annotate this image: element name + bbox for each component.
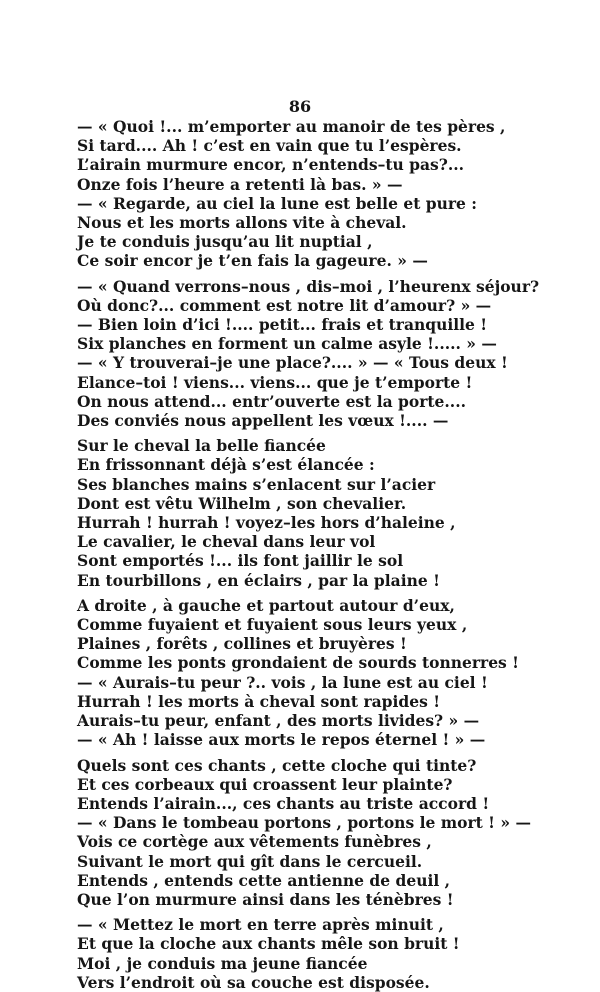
stanza [77,755,531,910]
verse-line: Six planches en forment un calme asyle !..... » — [77,334,497,354]
verse-line: Entends l’airain..., ces chants au triste accord ! [77,793,490,813]
verse-line: Hurrah ! les morts à cheval sont rapides ! [77,691,441,711]
verse-line: Des conviés nous appellent les vœux !.... — [77,411,449,431]
verse-line: L’airain murmure encor, n’entends–tu pas?... [77,155,465,175]
verse-line: — « Y trouverai–je une place?.... » — « Tous deux ! [77,353,508,373]
verse-line: Le cavalier, le cheval dans leur vol [77,532,376,552]
verse-line: En tourbillons , en éclairs , par la plaine ! [77,570,440,590]
verse-line: Nous et les morts allons vite à cheval. [77,213,407,233]
verse-line: — « Quoi !... m’emporter au manoir de tes pères , [77,117,506,136]
stanza [77,436,477,590]
verse-line: Ce soir encor je t’en fais la gageure. » — [77,251,428,271]
verse-line: Vois ce cortège aux vêtements funèbres , [77,832,432,852]
verse-line: Dont est vêtu Wilhelm , son chevalier. [77,493,407,513]
verse-line: — Bien loin d’ici !.... petit... frais et tranquille ! [77,315,488,335]
verse-line: Que l’on murmure ainsi dans les ténèbres ! [77,889,454,909]
verse-line: — « Quand verrons–nous , dis–moi , l’heurenx séjour? [77,276,540,296]
verse-line: Aurais–tu peur, enfant , des morts livides? » — [77,711,480,731]
verse-line: Suivant le mort qui gît dans le cercueil. [77,851,423,871]
verse-line: — « Ah ! laisse aux morts le repos éternel ! » — [77,730,486,750]
verse-line: Je te conduis jusqu’au lit nuptial , [77,232,373,252]
page-number: 86 [288,97,312,116]
verse-line: Comme fuyaient et fuyaient sous leurs yeux , [77,615,468,635]
verse-line: Entends , entends cette antienne de deuil , [77,870,451,890]
stanza [77,595,519,750]
verse-line: Où donc?... comment est notre lit d’amour? » — [77,295,492,315]
verse-line: On nous attend... entr’ouverte est la porte.... [77,391,466,411]
verse-line: Elance–toi ! viens... viens... que je t’emporte ! [77,372,473,392]
verse-line: En frissonnant déjà s’est élancée : [77,455,375,475]
verse-line: Plaines , forêts , collines et bruyères ! [77,634,407,654]
verse-line: — « Dans le tombeau portons , portons le mort ! » — [77,813,531,833]
verse-line: Hurrah ! hurrah ! voyez–les hors d’haleine , [77,513,456,533]
verse-line: Comme les ponts grondaient de sourds tonnerres ! [77,653,519,673]
verse-line: Et que la cloche aux chants mêle son bruit ! [77,934,460,954]
verse-line: Si tard.... Ah ! c’est en vain que tu l’espères. [77,136,462,156]
verse-line: Ses blanches mains s’enlacent sur l’acier [77,474,436,494]
poem-text [77,117,540,992]
verse-line: Et ces corbeaux qui croassent leur plainte? [77,774,453,794]
verse-line: Sur le cheval la belle fiancée [77,436,326,456]
verse-line: — « Regarde, au ciel la lune est belle et pure : [77,193,478,213]
verse-line: Moi , je conduis ma jeune fiancée [77,953,368,973]
stanza [77,117,506,271]
verse-line: — « Mettez le mort en terre après minuit , [77,915,444,935]
stanza [77,915,477,992]
verse-line: — « Aurais–tu peur ?.. vois , la lune est au ciel ! [77,672,488,692]
verse-line: Onze fois l’heure a retenti là bas. » — [77,174,403,194]
verse-line: Vers l’endroit où sa couche est disposée. [77,972,430,992]
verse-line: Quels sont ces chants , cette cloche qui tinte? [77,755,477,775]
verse-line: A droite , à gauche et partout autour d’eux, [77,595,455,615]
stanza [77,276,540,431]
verse-line: Sont emportés !... ils font jaillir le sol [77,551,404,571]
